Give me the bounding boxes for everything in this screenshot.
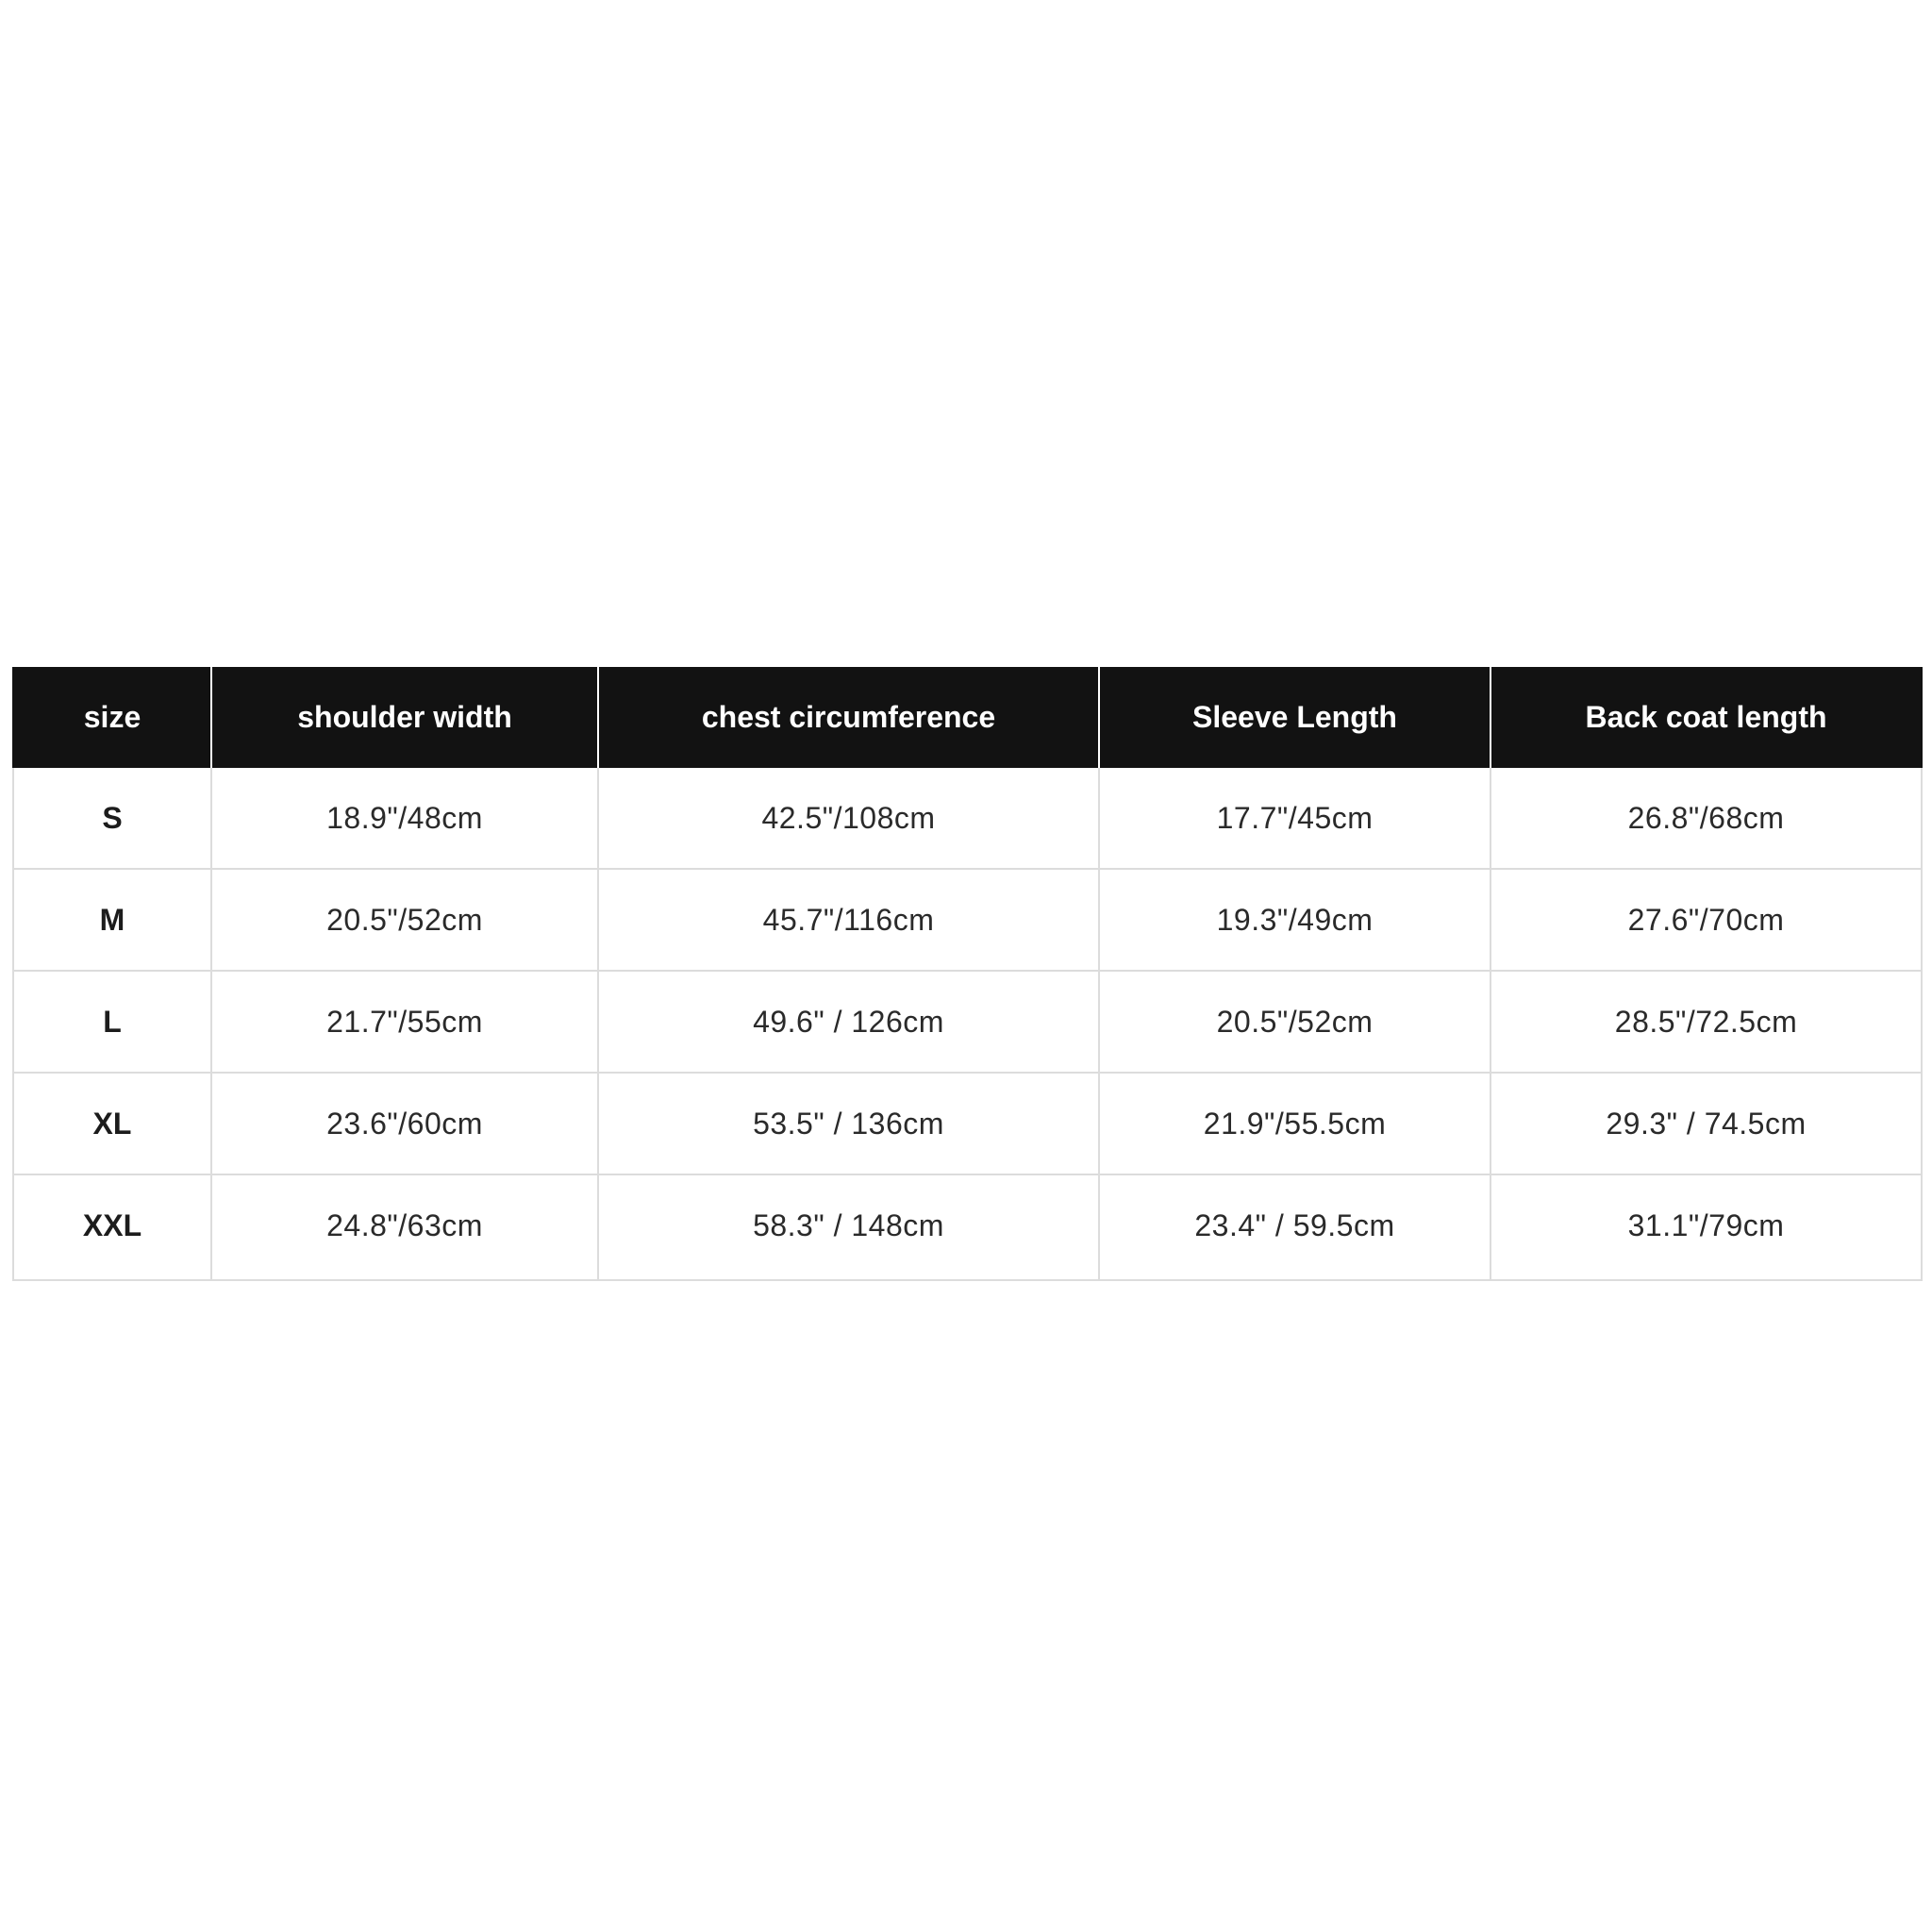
chest-circumference-cell: 58.3" / 148cm [598, 1174, 1099, 1280]
sleeve-length-cell: 21.9"/55.5cm [1099, 1073, 1491, 1174]
size-cell: XXL [13, 1174, 211, 1280]
size-chart-table [12, 667, 1923, 1281]
table-row [13, 768, 1922, 869]
sleeve-length-cell: 17.7"/45cm [1099, 768, 1491, 869]
header-chest-circumference: chest circumference [598, 667, 1099, 768]
shoulder-width-cell: 21.7"/55cm [211, 971, 598, 1073]
shoulder-width-cell: 23.6"/60cm [211, 1073, 598, 1174]
header-row [13, 667, 1922, 768]
table-row [13, 971, 1922, 1073]
size-chart-header [13, 667, 1922, 768]
table-row [13, 869, 1922, 971]
back-coat-length-cell: 27.6"/70cm [1491, 869, 1922, 971]
chest-circumference-cell: 53.5" / 136cm [598, 1073, 1099, 1174]
size-cell: M [13, 869, 211, 971]
shoulder-width-cell: 24.8"/63cm [211, 1174, 598, 1280]
back-coat-length-cell: 31.1"/79cm [1491, 1174, 1922, 1280]
back-coat-length-cell: 26.8"/68cm [1491, 768, 1922, 869]
shoulder-width-cell: 18.9"/48cm [211, 768, 598, 869]
size-cell: L [13, 971, 211, 1073]
chest-circumference-cell: 49.6" / 126cm [598, 971, 1099, 1073]
header-size: size [13, 667, 211, 768]
back-coat-length-cell: 28.5"/72.5cm [1491, 971, 1922, 1073]
header-shoulder-width: shoulder width [211, 667, 598, 768]
back-coat-length-cell: 29.3" / 74.5cm [1491, 1073, 1922, 1174]
header-back-coat-length: Back coat length [1491, 667, 1922, 768]
shoulder-width-cell: 20.5"/52cm [211, 869, 598, 971]
sleeve-length-cell: 20.5"/52cm [1099, 971, 1491, 1073]
size-chart-body [13, 768, 1922, 1280]
size-cell: S [13, 768, 211, 869]
table-row [13, 1174, 1922, 1280]
size-cell: XL [13, 1073, 211, 1174]
sleeve-length-cell: 19.3"/49cm [1099, 869, 1491, 971]
chest-circumference-cell: 45.7"/116cm [598, 869, 1099, 971]
chest-circumference-cell: 42.5"/108cm [598, 768, 1099, 869]
header-sleeve-length: Sleeve Length [1099, 667, 1491, 768]
sleeve-length-cell: 23.4" / 59.5cm [1099, 1174, 1491, 1280]
table-row [13, 1073, 1922, 1174]
